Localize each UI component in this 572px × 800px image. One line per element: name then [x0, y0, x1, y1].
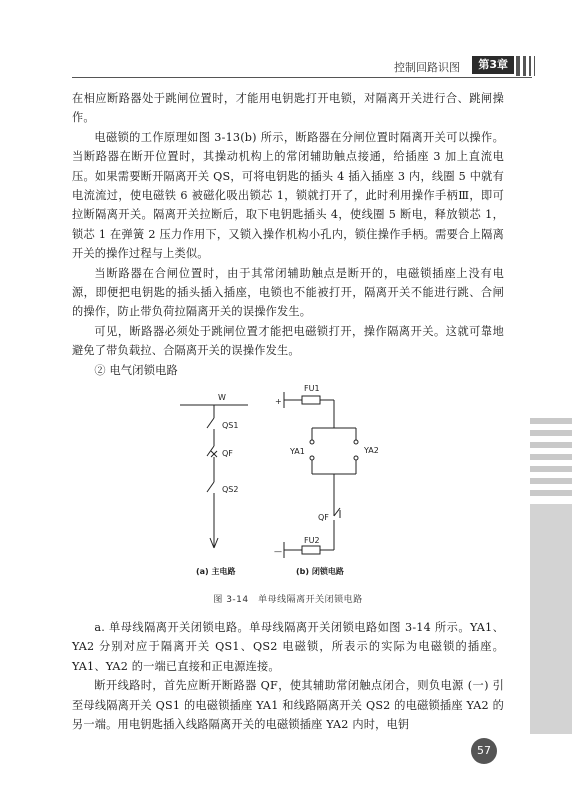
- paragraph: 电磁锁的工作原理如图 3-13(b) 所示，断路器在分闸位置时隔离开关可以操作。当断路器在断开位置时，其操动机构上的常闭辅助触点接通，给插座 3 加上直流电压。如果需要断开隔离开关 QS，可将电钥匙的插头 4 插入插座 3 内，线圈 5 中就有电流流过，使电磁铁 6 被磁化吸出锁芯 1，锁就打开了，此时利用操作手柄Ⅲ，即可拉断隔离开关。隔离开关拉断后，取下电钥匙插头 4，使线圈 5 断电，释放锁芯 1，锁芯 1 在弹簧 2 压力作用下，又锁入操作机构小孔内，锁住操作手柄。需要合上隔离开关的操作过程与上类似。: [72, 130, 504, 261]
- ya1-terminal-bottom: [310, 456, 314, 460]
- header-title: 控制回路识图: [394, 61, 460, 74]
- label-qs2: QS2: [222, 485, 239, 494]
- label-plus: +: [275, 397, 282, 406]
- label-qs1: QS1: [222, 421, 239, 430]
- header-rule: [72, 77, 532, 78]
- label-w: W: [218, 393, 226, 402]
- label-ya1: YA1: [290, 447, 305, 456]
- arrow-right: [214, 538, 218, 548]
- arrow-left: [210, 538, 214, 548]
- section-heading: ② 电气闭锁电路: [94, 363, 178, 377]
- paragraph: 在相应断路器处于跳闸位置时，才能用电钥匙打开电锁，对隔离开关进行合、跳闸操作。: [72, 92, 504, 125]
- circuit-diagram: [72, 378, 504, 610]
- label-fu2: FU2: [304, 536, 320, 545]
- page-number: 57: [471, 738, 497, 764]
- qs1-blade: [207, 418, 214, 428]
- side-decoration-block: [530, 504, 572, 734]
- subcaption-lock-circuit: (b) 闭锁电路: [296, 567, 344, 576]
- paragraph: 可见，断路器必须处于跳闸位置才能把电磁锁打开，操作隔离开关。这就可靠地避免了带负载拉、合隔离开关的误操作发生。: [72, 324, 504, 358]
- fu1-fuse: [302, 396, 320, 404]
- ya1-terminal-top: [310, 440, 314, 444]
- qf-aux-contact: [334, 508, 340, 516]
- paragraph: 断开线路时，首先应断开断路器 QF，使其辅助常闭触点闭合，则负电源 (一) 引至母线隔离开关 QS1 的电磁锁插座 YA1 和线路隔离开关 QS2 的电磁锁插座 YA2 的另一端。用电钥匙插入线路隔离开关的电磁锁插座 YA2 内时，电钥: [72, 679, 504, 732]
- label-qf-lock: QF: [318, 513, 329, 522]
- subcaption-main-circuit: (a) 主电路: [196, 567, 236, 576]
- ya2-terminal-top: [354, 440, 358, 444]
- body-text-bottom: [72, 618, 504, 734]
- qs2-blade: [207, 482, 214, 492]
- label-fu1: FU1: [304, 384, 320, 393]
- figure-3-14: [72, 378, 504, 610]
- fu2-fuse: [302, 546, 320, 554]
- paragraph: 当断路器在合闸位置时，由于其常闭辅助触点是断开的，电磁锁插座上没有电源，即便把电钥匙的插头插入插座，电锁也不能被打开，隔离开关不能进行跳、合闸的操作，防止带负荷拉隔离开关的误操作发生。: [72, 266, 504, 319]
- label-ya2: YA2: [364, 446, 379, 455]
- label-minus: —: [274, 547, 282, 556]
- figure-caption: 图 3-14 单母线隔离开关闭锁电路: [213, 595, 363, 605]
- running-header: [0, 56, 572, 78]
- header-decoration: [516, 56, 542, 76]
- chapter-badge: 第3章: [472, 56, 514, 74]
- body-text-top: [72, 89, 504, 380]
- label-qf-main: QF: [222, 449, 233, 458]
- paragraph: a. 单母线隔离开关闭锁电路。单母线隔离开关闭锁电路如图 3-14 所示。YA1、YA2 分别对应于隔离开关 QS1、QS2 电磁锁，所表示的实际为电磁锁的插座。YA1、YA2 的一端已直接和正电源连接。: [72, 621, 504, 673]
- ya2-terminal-bottom: [354, 456, 358, 460]
